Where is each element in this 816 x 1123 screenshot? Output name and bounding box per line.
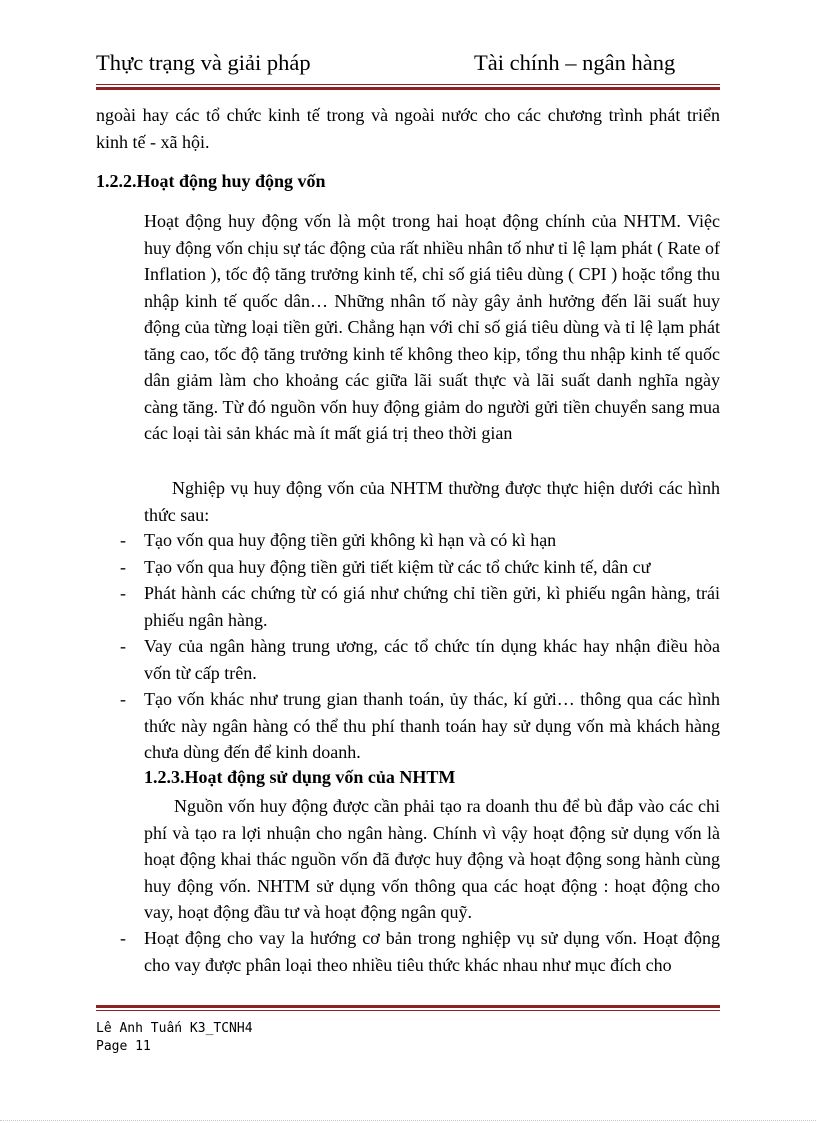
section-1-2-2-paragraph-1: Hoạt động huy động vốn là một trong hai hoạt động chính của NHTM. Việc huy động vốn chịu sự tác động của rất nhiều nhân tố như tỉ lệ lạm phát ( Rate of Inflation ), tốc độ tăng trưởng kinh tế, chỉ số giá tiêu dùng ( CPI ) hoặc tổng thu nhập kinh tế quốc dân… Những nhân tố này gây ảnh hưởng đến lãi suất huy động của từng loại tiền gửi. Chẳng hạn với chỉ số giá tiêu dùng và tỉ lệ lạm phát tăng cao, tốc độ tăng trưởng kinh tế không theo kịp, tổng thu nhập kinh tế quốc dân giảm làm cho khoảng các giữa lãi suất thực và lãi suất danh nghĩa ngày càng tăng. Từ đó nguồn vốn huy động giảm do người gửi tiền chuyển sang mua các loại tài sản khác mà ít mất giá trị theo thời gian [144, 211, 720, 443]
list-item [96, 527, 720, 554]
capital-use-list [96, 925, 720, 978]
list-item [96, 633, 720, 686]
page-header [96, 50, 720, 82]
header-right-title: Tài chính – ngân hàng [474, 50, 676, 75]
funding-methods-list [96, 527, 720, 766]
list-item-text: Vay của ngân hàng trung ương, các tổ chức tín dụng khác hay nhận điều hòa vốn từ cấp trên. [144, 636, 720, 683]
header-rule-thin [96, 84, 720, 85]
list-item [96, 686, 720, 766]
list-item-text: Phát hành các chứng từ có giá như chứng chỉ tiền gửi, kì phiếu ngân hàng, trái phiếu ngân hàng. [144, 583, 720, 630]
footer-rule-thick [96, 1005, 720, 1008]
list-item [96, 925, 720, 978]
bullet-dash: - [120, 556, 126, 577]
intro-paragraph: ngoài hay các tổ chức kinh tế trong và ngoài nước cho các chương trình phát triển kinh tế - xã hội. [96, 105, 720, 152]
page-bottom-edge [0, 1120, 816, 1121]
bullet-dash: - [120, 689, 126, 709]
footer-page-number: Page 11 [96, 1039, 151, 1054]
list-item [96, 554, 720, 581]
footer-rule-thin [96, 1010, 720, 1011]
bullet-dash: - [120, 928, 126, 948]
list-item-text: Tạo vốn qua huy động tiền gửi không kì hạn và có kì hạn [144, 530, 557, 550]
page-footer [96, 1020, 253, 1056]
footer-author: Lê Anh Tuấn K3_TCNH4 [96, 1021, 253, 1036]
list-item-text: Hoạt động cho vay la hướng cơ bản trong nghiệp vụ sử dụng vốn. Hoạt động cho vay được phân loại theo nhiều tiêu thức khác nhau như mục đích cho [144, 928, 720, 975]
section-heading-1-2-2: 1.2.2.Hoạt động huy động vốn [96, 171, 326, 191]
list-item-text: Tạo vốn khác như trung gian thanh toán, ủy thác, kí gửi… thông qua các hình thức này ngân hàng có thể thu phí thanh toán hay sử dụng vốn mà khách hàng chưa dùng đến để kinh doanh. [144, 689, 720, 762]
list-item [96, 580, 720, 633]
bullet-dash: - [120, 583, 126, 603]
list-item-text: Tạo vốn qua huy động tiền gửi tiết kiệm từ các tổ chức kinh tế, dân cư [144, 556, 651, 577]
header-left-title: Thực trạng và giải pháp [96, 50, 311, 75]
header-rule-thick [96, 87, 720, 90]
section-heading-1-2-3: 1.2.3.Hoạt động sử dụng vốn của NHTM [144, 767, 456, 787]
bullet-dash: - [120, 636, 126, 656]
bullet-dash: - [120, 530, 126, 550]
section-1-2-2-paragraph-2: Nghiệp vụ huy động vốn của NHTM thường được thực hiện dưới các hình thức sau: [144, 478, 720, 525]
section-1-2-3-paragraph-1: Nguồn vốn huy động được cần phải tạo ra doanh thu để bù đắp vào các chi phí và tạo ra lợi nhuận cho ngân hàng. Chính vì vậy hoạt động sử dụng vốn là hoạt động khai thác nguồn vốn đã được huy động và hoạt động song hành cùng huy động vốn. NHTM sử dụng vốn thông qua các hoạt động : hoạt động cho vay, hoạt động đầu tư và hoạt động ngân quỹ. [144, 796, 720, 922]
